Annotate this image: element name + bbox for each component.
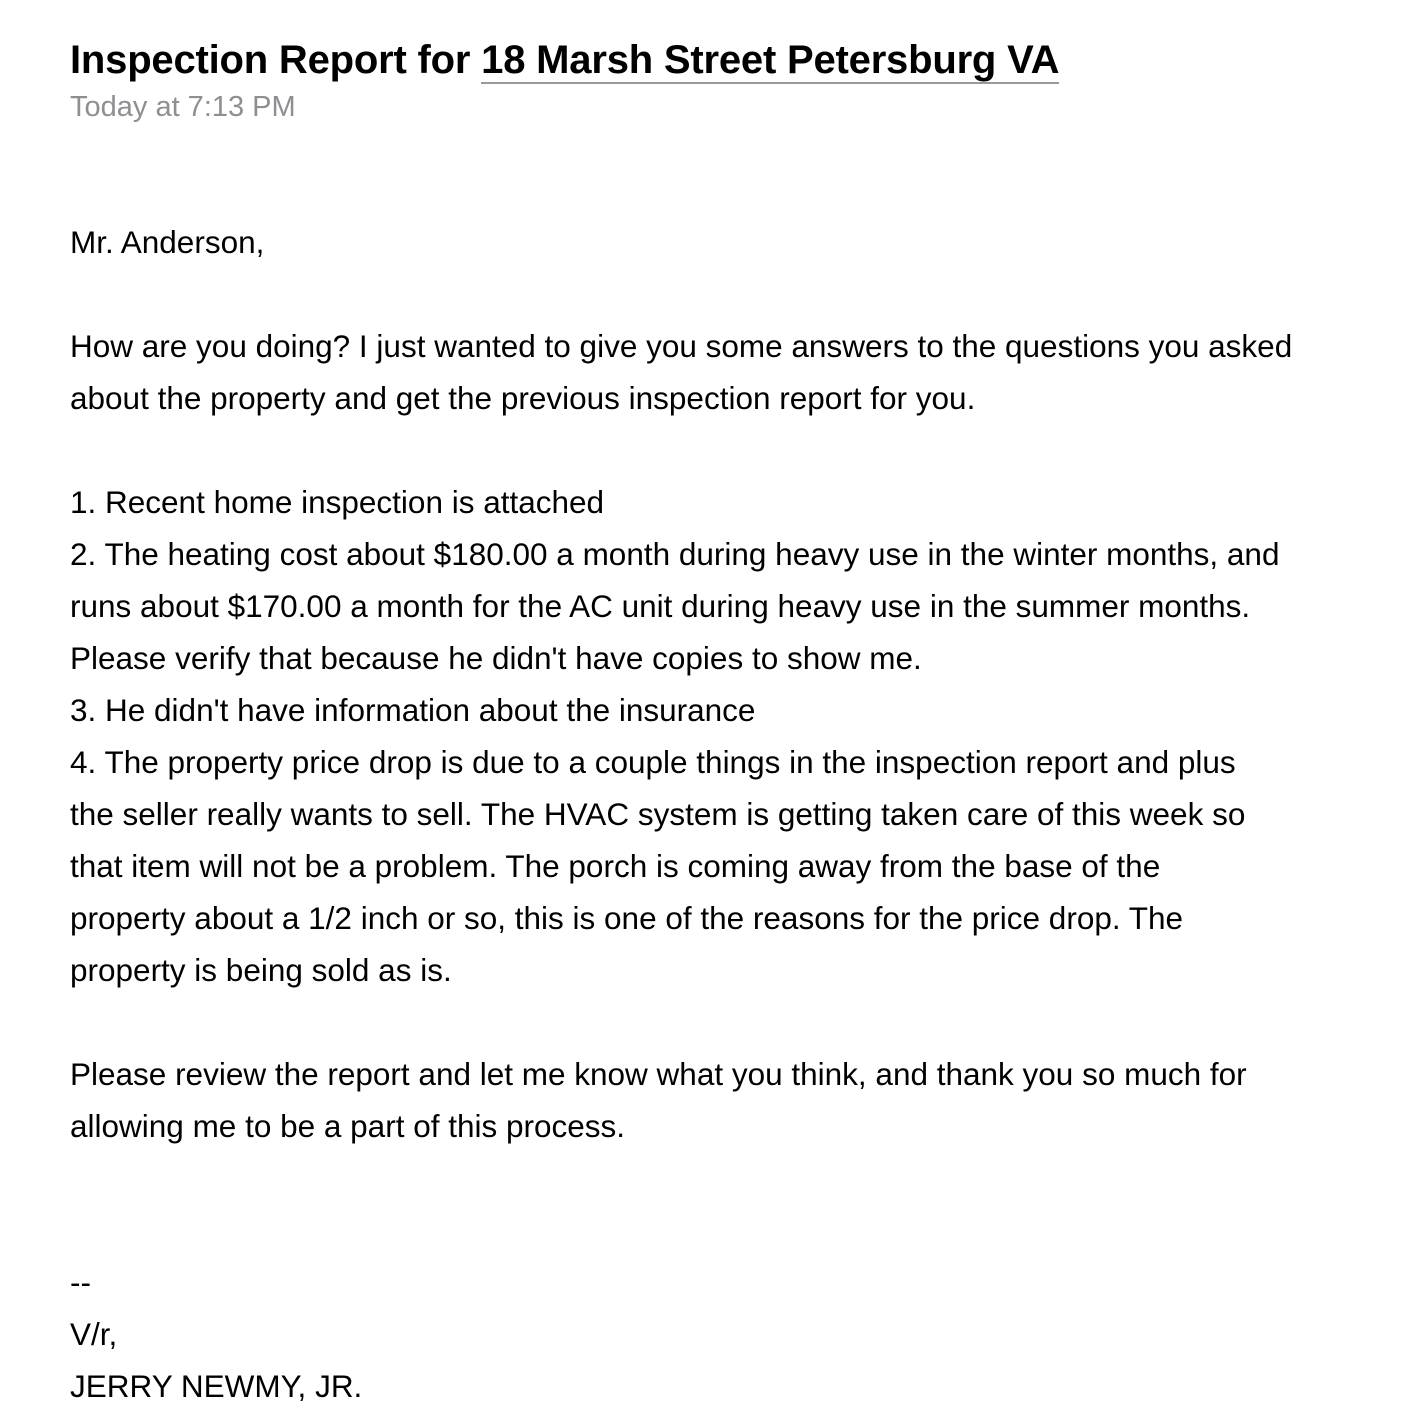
list-line: 4. The property price drop is due to a couple things in the inspection report and plus — [70, 744, 1236, 780]
email-message — [70, 34, 1415, 1412]
list-line: 3. He didn't have information about the insurance — [70, 692, 756, 728]
spacer — [70, 996, 1415, 1048]
list-line: 2. The heating cost about $180.00 a month during heavy use in the winter months, and — [70, 536, 1280, 572]
spacer — [70, 1152, 1415, 1256]
greeting: Mr. Anderson, — [70, 224, 265, 260]
intro-line: about the property and get the previous inspection report for you. — [70, 380, 976, 416]
address-link[interactable]: 18 Marsh Street Petersburg VA — [481, 38, 1060, 82]
list-line: that item will not be a problem. The porch is coming away from the base of the — [70, 848, 1161, 884]
email-timestamp: Today at 7:13 PM — [70, 91, 296, 123]
intro-line: How are you doing? I just wanted to give you some answers to the questions you asked — [70, 328, 1293, 364]
list-line: the seller really wants to sell. The HVAC system is getting taken care of this week so — [70, 796, 1246, 832]
list-line: 1. Recent home inspection is attached — [70, 484, 605, 520]
closing-line: allowing me to be a part of this process. — [70, 1108, 626, 1144]
list-line: property about a 1/2 inch or so, this is one of the reasons for the price drop. The — [70, 900, 1184, 936]
spacer — [70, 424, 1415, 476]
email-subject — [70, 34, 1415, 86]
signature-salutation: V/r, — [70, 1316, 118, 1352]
closing-line: Please review the report and let me know what you think, and thank you so much for — [70, 1056, 1247, 1092]
signature-name: JERRY NEWMY, JR. — [70, 1368, 363, 1404]
spacer — [70, 268, 1415, 320]
list-line: Please verify that because he didn't have copies to show me. — [70, 640, 922, 676]
list-line: runs about $170.00 a month for the AC unit during heavy use in the summer months. — [70, 588, 1251, 624]
subject-prefix: Inspection Report for — [70, 38, 482, 82]
email-body — [70, 216, 1415, 1412]
list-line: property is being sold as is. — [70, 952, 452, 988]
signature-separator: -- — [70, 1264, 91, 1300]
